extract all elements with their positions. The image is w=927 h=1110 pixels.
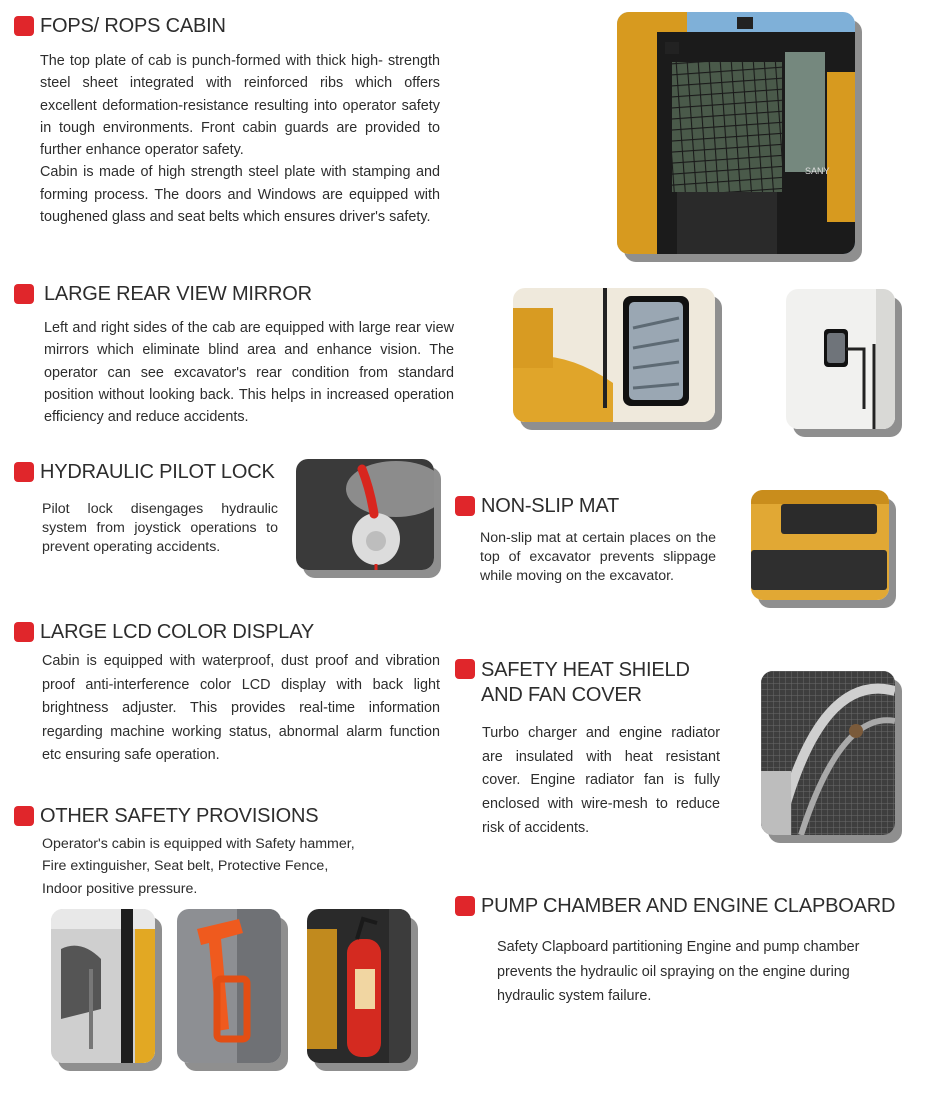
mirror-body: Left and right sides of the cab are equipped with large rear view mirrors which eliminate blind area and enhance vision. The operator can see excavator's rear condition from standard position without looking back. This helps in increased operation efficiency and reduce accidents.: [44, 320, 454, 426]
red-bullet-icon: [14, 622, 34, 642]
fan-cover-photo: [761, 671, 895, 835]
other-line-3: Indoor positive pressure.: [42, 880, 198, 897]
pump-body: Safety Clapboard partitioning Engine and pump chamber prevents the hydraulic oil spraying on the engine during hydraulic system failure.: [497, 939, 860, 1005]
pilot-title: HYDRAULIC PILOT LOCK: [40, 461, 275, 483]
cabin-brand-label: SANY: [805, 166, 830, 176]
red-bullet-icon: [14, 806, 34, 826]
pilot-body: Pilot lock disengages hydraulic system from joystick operations to prevent operating accidents.: [42, 501, 278, 555]
mirror-photo-side: [786, 289, 895, 429]
other-header: [14, 804, 318, 828]
fops-paragraph-2: Cabin is made of high strength steel plate with stamping and forming process. The doors and Windows are equipped with toughened glass and seat belts which ensures driver's safety.: [40, 164, 440, 226]
heat-header: [455, 658, 690, 708]
heat-title-line-2: AND FAN COVER: [481, 684, 642, 706]
seat-belt-photo: [51, 909, 155, 1063]
lcd-title: LARGE LCD COLOR DISPLAY: [40, 621, 315, 643]
lcd-header: [14, 620, 314, 644]
red-bullet-icon: [14, 462, 34, 482]
pilot-header: [14, 460, 275, 484]
fops-header: [14, 14, 226, 38]
pump-header: [455, 894, 895, 918]
non-slip-mat-photo: [751, 490, 889, 600]
mirror-header: [14, 282, 312, 306]
lcd-body: Cabin is equipped with waterproof, dust proof and vibration proof anti-interference color LCD display with back light brightness adjuster. This provides real-time information regarding machine working status, abnormal alarm function etc ensuring safe operation.: [42, 653, 440, 764]
mirror-title: LARGE REAR VIEW MIRROR: [44, 283, 312, 305]
heat-title-line-1: SAFETY HEAT SHIELD: [481, 659, 690, 681]
other-title: OTHER SAFETY PROVISIONS: [40, 805, 319, 827]
other-line-2: Fire extinguisher, Seat belt, Protective Fence,: [42, 858, 329, 875]
fops-paragraph-1: The top plate of cab is punch-formed with thick high- strength steel sheet integrated with reinforced ribs which offers excellent deformation-resistance resulting into operator safety in tough environments. Front cabin guards are provided to further enhance operator safety.: [40, 53, 440, 159]
heat-body: Turbo charger and engine radiator are insulated with heat resistant cover. Engine radiator fan is fully enclosed with wire-mesh to reduce risk of accidents.: [482, 725, 720, 836]
pilot-lock-photo: [296, 459, 434, 570]
red-bullet-icon: [455, 659, 475, 679]
fire-extinguisher-photo: [307, 909, 411, 1063]
cabin-photo: [617, 12, 855, 254]
safety-hammer-photo: [177, 909, 281, 1063]
fops-body: [40, 50, 440, 228]
red-bullet-icon: [455, 496, 475, 516]
fops-title: FOPS/ ROPS CABIN: [40, 15, 226, 37]
other-line-1: Operator's cabin is equipped with Safety hammer,: [42, 836, 355, 852]
mat-body: Non-slip mat at certain places on the top of excavator prevents slippage while moving on the excavator.: [480, 530, 716, 584]
mat-title: NON-SLIP MAT: [481, 495, 619, 517]
other-body: [42, 833, 442, 900]
mat-header: [455, 494, 619, 518]
pump-title: PUMP CHAMBER AND ENGINE CLAPBOARD: [481, 895, 896, 917]
red-bullet-icon: [455, 896, 475, 916]
red-bullet-icon: [14, 16, 34, 36]
mirror-photo-front: [513, 288, 715, 422]
red-bullet-icon: [14, 284, 34, 304]
